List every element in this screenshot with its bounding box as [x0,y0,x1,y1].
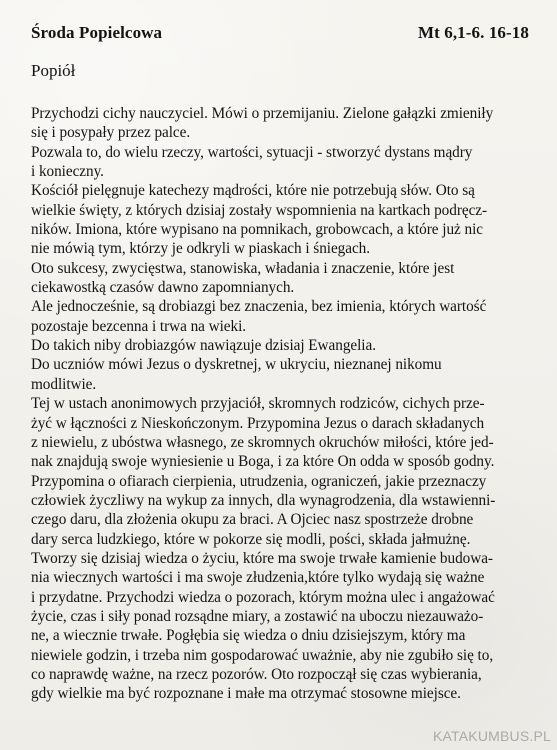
section-title: Popiół [31,61,76,80]
watermark-text: KATAKUMBUS.PL [433,728,551,744]
scripture-reference: Mt 6,1-6. 16-18 [417,23,529,42]
document-body: Przychodzi cichy nauczyciel. Mówi o przemijaniu. Zielone gałązki zmieniły się i posypały przez palce. Pozwala to, do wielu rzeczy, wartości, sytuacji - stworzyć dystans mądry i konieczny. Kościół pielęgnuje katechezy mądrości, które nie potrzebują słów. Oto są wielkie święty, z których dzisiaj zostały wspomnienia na kartkach podręcz- ników. Imiona, które wypisano na pomnikach, grobowcach, a które już nic nie mówią tym, którzy je odkryli w piaskach i śniegach. Oto sukcesy, zwycięstwa, stanowiska, władania i znaczenie, które jest ciekawostką czasów dawno zapomnianych. Ale jednocześnie, są drobiazgi bez znaczenia, bez imienia, których wartość pozostaje bezcenna i trwa na wieki. Do takich niby drobiazgów nawiązuje dzisiaj Ewangelia. Do uczniów mówi Jezus o dyskretnej, w ukryciu, nieznanej nikomu modlitwie. Tej w ustach anonimowych przyjaciół, skromnych rodziców, cichych prze- żyć w łączności z Nieskończonym. Przypomina Jezus o darach składanych z niewielu, z ubóstwa własnego, ze skromnych okruchów miłości, które jed- nak znajdują swoje wyniesienie u Boga, i za które On odda w sposób godny. Przypomina o ofiarach cierpienia, utrudzenia, ograniczeń, jakie przeznaczy człowiek życzliwy na wykup za innych, dla wynagrodzenia, dla wstawienni- czego daru, dla złożenia okupu za braci. A Ojciec nasz spostrzeże drobne dary serca ludzkiego, które w pokorze się modli, pości, składa jałmużnę. Tworzy się dzisiaj wiedza o życiu, które ma swoje trwałe kamienie budowa- nia wiecznych wartości i ma swoje złudzenia,które tylko wydają się ważne i przydatne. Przychodzi wiedza o pozorach, którym można ulec i angażować życie, czas i siły ponad rozsądne miary, a zostawić na uboczu niezauważo- ne, a wiecznie trwałe. Pogłębia się wiedza o dniu dzisiejszym, który ma niewiele godzin, i trzeba nim gospodarować uważnie, aby nie zgubiło się to, co naprawdę ważne, na rzecz pozorów. Oto rozpoczął się czas wybierania, gdy wielkie ma być rozpoznane i małe ma otrzymać stosowne miejsce. [31,105,496,703]
page-header [31,23,529,45]
page-title: Środa Popielcowa [31,23,163,42]
